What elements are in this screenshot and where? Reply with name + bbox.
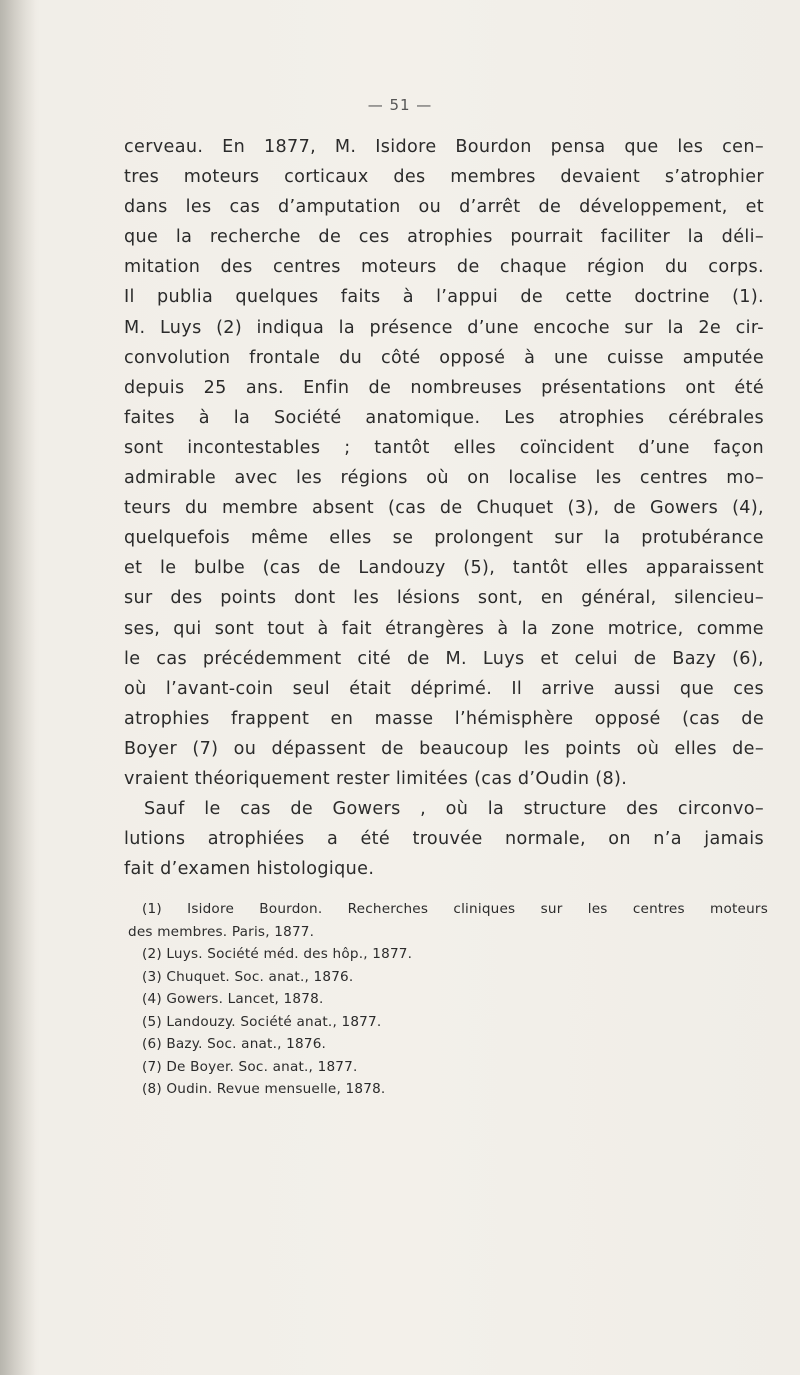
text-line: Sauf le cas de Gowers , où la structure des circonvo– [144, 799, 764, 820]
text-line: le cas précédemment cité de M. Luys et celui de Bazy (6), [124, 648, 764, 669]
footnote: (2) Luys. Société méd. des hôp., 1877. [142, 946, 413, 962]
text-line: admirable avec les régions où on localise les centres mo– [124, 468, 764, 489]
footnotes [128, 898, 768, 1101]
footnote: (8) Oudin. Revue mensuelle, 1878. [142, 1081, 386, 1097]
text-line: quelquefois même elles se prolongent sur la protubérance [124, 528, 764, 549]
text-line: depuis 25 ans. Enfin de nombreuses présentations ont été [124, 377, 764, 398]
text-line: dans les cas d’amputation ou d’arrêt de développement, et [124, 197, 764, 218]
text-line: sur des points dont les lésions sont, en général, silencieu– [124, 588, 764, 609]
text-line: où l’avant-coin seul était déprimé. Il arrive aussi que ces [124, 678, 764, 699]
footnote: (7) De Boyer. Soc. anat., 1877. [142, 1058, 358, 1075]
text-line: convolution frontale du côté opposé à une cuisse amputée [124, 347, 764, 368]
footnote: (4) Gowers. Lancet, 1878. [142, 991, 324, 1007]
text-line: fait d’examen histologique. [124, 859, 375, 880]
text-line: faites à la Société anatomique. Les atrophies cérébrales [124, 407, 764, 428]
text-line: et le bulbe (cas de Landouzy (5), tantôt elles apparaissent [124, 558, 764, 579]
text-line: Il publia quelques faits à l’appui de cette doctrine (1). [124, 287, 764, 308]
text-line: sont incontestables ; tantôt elles coïncident d’une façon [124, 437, 764, 458]
page-number: — 51 — [367, 96, 433, 114]
text-line: tres moteurs corticaux des membres devaient s’atrophier [124, 167, 764, 188]
footnote: (3) Chuquet. Soc. anat., 1876. [142, 968, 354, 985]
footnote: (6) Bazy. Soc. anat., 1876. [142, 1036, 327, 1052]
main-text [124, 132, 764, 884]
footnote: (5) Landouzy. Société anat., 1877. [142, 1013, 382, 1030]
text-line: lutions atrophiées a été trouvée normale, on n’a jamais [124, 829, 764, 850]
text-line: ses, qui sont tout à fait étrangères à la zone motrice, comme [124, 618, 764, 639]
text-line: vraient théoriquement rester limitées (cas d’Oudin (8). [124, 768, 628, 789]
text-line: teurs du membre absent (cas de Chuquet (3), de Gowers (4), [124, 498, 764, 519]
footnote: (1) Isidore Bourdon. Recherches cliniques sur les centres moteurs [142, 901, 768, 917]
text-line: que la recherche de ces atrophies pourrait faciliter la déli– [124, 227, 764, 248]
text-line: Boyer (7) ou dépassent de beaucoup les points où elles de– [124, 738, 764, 759]
text-line: atrophies frappent en masse l’hémisphère opposé (cas de [124, 708, 764, 729]
footnote-continuation: des membres. Paris, 1877. [128, 923, 315, 940]
text-line: cerveau. En 1877, M. Isidore Bourdon pensa que les cen– [124, 137, 764, 157]
binding-edge-shadow [0, 0, 36, 1375]
text-line: mitation des centres moteurs de chaque région du corps. [124, 257, 764, 278]
text-line: M. Luys (2) indiqua la présence d’une encoche sur la 2e cir- [124, 317, 764, 338]
